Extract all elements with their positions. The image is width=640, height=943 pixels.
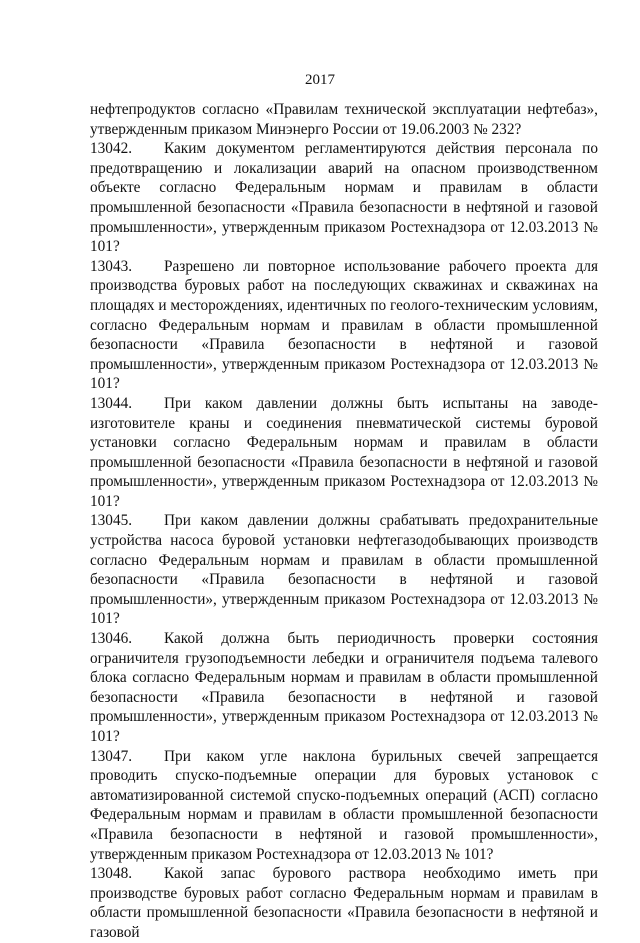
question-number: 13042. (90, 140, 133, 158)
question-text: Каким документом регламентируются действия персонала по предотвращению и локализации аварий на опасном производственном объекте согласно Федеральным нормам и правилам в области промышленной безопасности «Правила безопасности в нефтяной и газовой промышленности», утвержденным приказом Ростехнадзора от 12.03.2013 № 101? (90, 140, 598, 256)
question-number: 13048. (90, 865, 133, 883)
question-number: 13045. (90, 512, 133, 530)
question-text: При каком давлении должны срабатывать предохранительные устройства насоса буровой установки нефтегазодобывающих производств согласно Федеральным нормам и правилам в области промышленной безопасности «Правила безопасности в нефтяной и газовой промышленности», утвержденным приказом Ростехнадзора от 12.03.2013 № 101? (90, 512, 598, 628)
question-text: При каком угле наклона бурильных свечей запрещается проводить спуско-подъемные операции для буровых установок с автоматизированной системой спуско-подъемных операций (АСП) согласно Федеральным нормам и правилам в области промышленной безопасности «Правила безопасности в нефтяной и газовой промышленности», утвержденным приказом Ростехнадзора от 12.03.2013 № 101? (90, 747, 598, 863)
question-13043 (90, 257, 598, 394)
question-number: 13047. (90, 747, 133, 765)
intro-paragraph: нефтепродуктов согласно «Правилам технической эксплуатации нефтебаз», утвержденным приказом Минэнерго России от 19.06.2003 № 232? (90, 101, 598, 138)
question-number: 13043. (90, 257, 133, 275)
page-number: 2017 (305, 72, 335, 88)
question-13047 (90, 747, 598, 865)
question-13042 (90, 139, 598, 257)
question-13044 (90, 394, 598, 512)
question-text: Какой должна быть периодичность проверки состояния ограничителя грузоподъемности лебедки и ограничителя подъема талевого блока согласно Федеральным нормам и правилам в области промышленной безопасности «Правила безопасности в нефтяной и газовой промышленности», утвержденным приказом Ростехнадзора от 12.03.2013 № 101? (90, 630, 598, 745)
question-text: Разрешено ли повторное использование рабочего проекта для производства буровых работ на последующих скважинах и скважинах на площадях и месторождениях, идентичных по геолого-техническим условиям, согласно Федеральным нормам и правилам в области промышленной безопасности «Правила безопасности в нефтяной и газовой промышленности», утвержденным приказом Ростехнадзора от 12.03.2013 № 101? (90, 257, 598, 393)
question-13046 (90, 629, 598, 747)
question-text: При каком давлении должны быть испытаны на заводе-изготовителе краны и соединения пневматической системы буровой установки согласно Федеральным нормам и правилам в области промышленной безопасности «Правила безопасности в нефтяной и газовой промышленности», утвержденным приказом Ростехнадзора от 12.03.2013 № 101? (90, 394, 598, 510)
question-13048 (90, 864, 598, 942)
question-13045 (90, 511, 598, 629)
question-number: 13044. (90, 394, 133, 412)
question-number: 13046. (90, 630, 133, 648)
document-body (90, 100, 598, 943)
question-text: Какой запас бурового раствора необходимо иметь при производстве буровых работ согласно Федеральным нормам и правилам в области промышленной безопасности «Правила безопасности в нефтяной и газовой (90, 865, 598, 941)
